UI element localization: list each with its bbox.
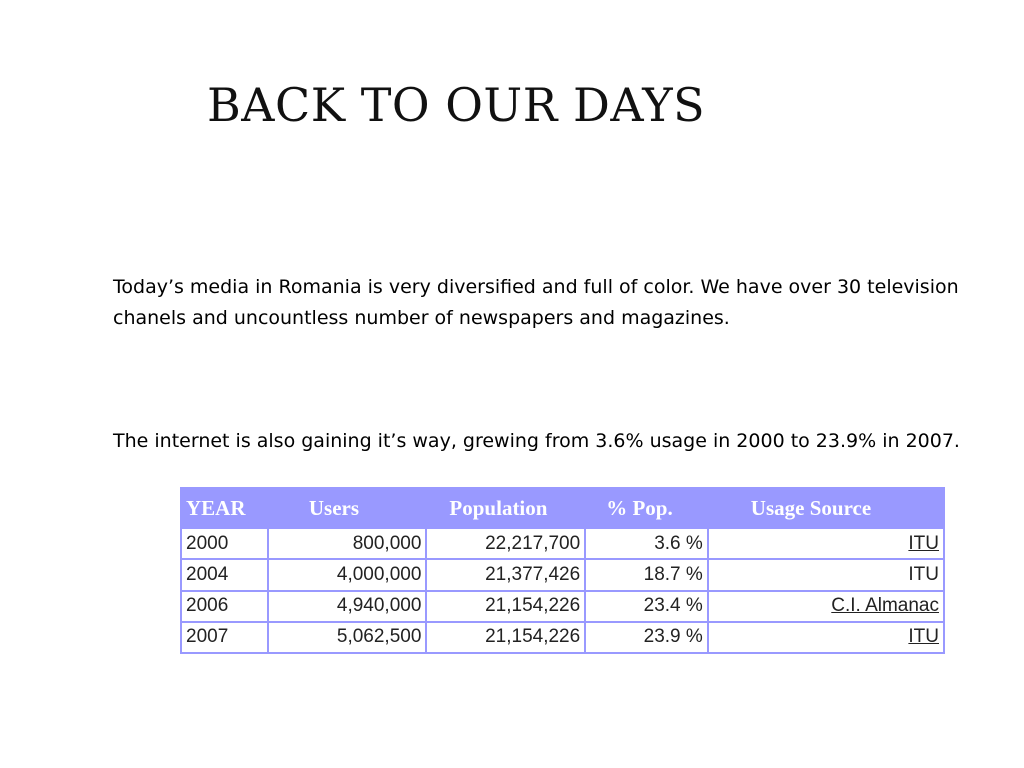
internet-usage-table: [180, 487, 945, 654]
cell-year: 2004: [181, 559, 268, 590]
source-link[interactable]: ITU: [908, 626, 939, 648]
cell-users: 4,940,000: [268, 591, 427, 622]
cell-source: [708, 591, 944, 622]
cell-users: 4,000,000: [268, 559, 427, 590]
cell-percent: 18.7 %: [585, 559, 708, 590]
table-row: [181, 559, 944, 590]
source-link[interactable]: C.I. Almanac: [831, 595, 939, 617]
table-row: [181, 591, 944, 622]
cell-source: [708, 622, 944, 653]
table-row: [181, 622, 944, 653]
cell-population: 21,154,226: [426, 622, 585, 653]
table-header-row: [181, 488, 944, 528]
cell-population: 21,377,426: [426, 559, 585, 590]
header-year: YEAR: [181, 488, 268, 528]
cell-percent: 3.6 %: [585, 528, 708, 559]
cell-percent: 23.4 %: [585, 591, 708, 622]
internet-paragraph: The internet is also gaining it’s way, grewing from 3.6% usage in 2000 to 23.9% in 2007.: [113, 430, 960, 452]
cell-users: 5,062,500: [268, 622, 427, 653]
header-population: Population: [426, 488, 585, 528]
intro-paragraph: Today’s media in Romania is very diversified and full of color. We have over 30 television chanels and uncountless number of newspapers and magazines.: [113, 276, 959, 329]
cell-year: 2000: [181, 528, 268, 559]
cell-source: [708, 528, 944, 559]
source-text: ITU: [908, 563, 939, 585]
table-row: [181, 528, 944, 559]
header-usage-source: Usage Source: [708, 488, 944, 528]
cell-year: 2007: [181, 622, 268, 653]
cell-source: [708, 559, 944, 590]
cell-population: 21,154,226: [426, 591, 585, 622]
source-link[interactable]: ITU: [908, 532, 939, 554]
slide-title: BACK TO OUR DAYS: [207, 78, 706, 132]
cell-percent: 23.9 %: [585, 622, 708, 653]
cell-population: 22,217,700: [426, 528, 585, 559]
cell-users: 800,000: [268, 528, 427, 559]
header-percent-pop: % Pop.: [585, 488, 708, 528]
header-users: Users: [268, 488, 427, 528]
cell-year: 2006: [181, 591, 268, 622]
